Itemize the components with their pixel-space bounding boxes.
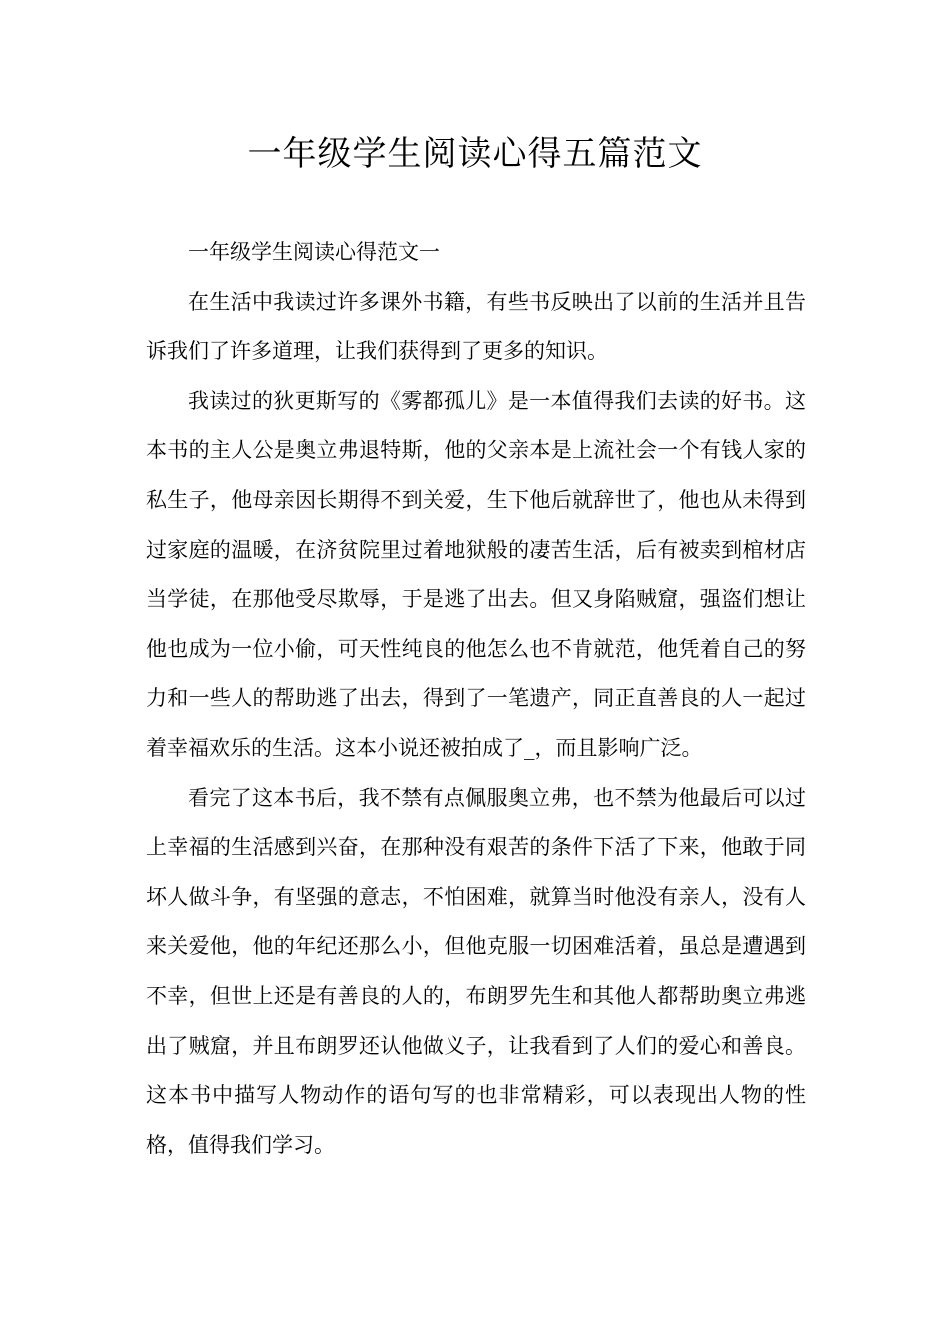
section-heading: 一年级学生阅读心得范文一 [188,240,440,264]
document-title: 一年级学生阅读心得五篇范文 [247,134,703,174]
paragraph-summary: 我读过的狄更斯写的《雾都孤儿》是一本值得我们去读的好书。这本书的主人公是奥立弗退特斯，他的父亲本是上流社会一个有钱人家的私生子，他母亲因长期得不到关爱，生下他后就辞世了，他也从未得到过家庭的温暖，在济贫院里过着地狱般的凄苦生活，后有被卖到棺材店当学徒，在那他受尽欺辱，于是逃了出去。但又身陷贼窟，强盗们想让他也成为一位小偷，可天性纯良的他怎么也不肯就范，他凭着自己的努力和一些人的帮助逃了出去，得到了一笔遗产，同正直善良的人一起过着幸福欢乐的生活。这本小说还被拍成了_，而且影响广泛。 [146,388,806,760]
paragraph-reflection: 看完了这本书后，我不禁有点佩服奥立弗，也不禁为他最后可以过上幸福的生活感到兴奋，在那种没有艰苦的条件下活了下来，他敢于同坏人做斗争，有坚强的意志，不怕困难，就算当时他没有亲人，没有人来关爱他，他的年纪还那么小，但他克服一切困难活着，虽总是遭遇到不幸，但世上还是有善良的人的，布朗罗先生和其他人都帮助奥立弗逃出了贼窟，并且布朗罗还认他做义子，让我看到了人们的爱心和善良。这本书中描写人物动作的语句写的也非常精彩，可以表现出人物的性格，值得我们学习。 [146,785,806,1157]
paragraph-intro: 在生活中我读过许多课外书籍，有些书反映出了以前的生活并且告诉我们了许多道理，让我们获得到了更多的知识。 [146,289,806,364]
document-body [146,228,806,1170]
